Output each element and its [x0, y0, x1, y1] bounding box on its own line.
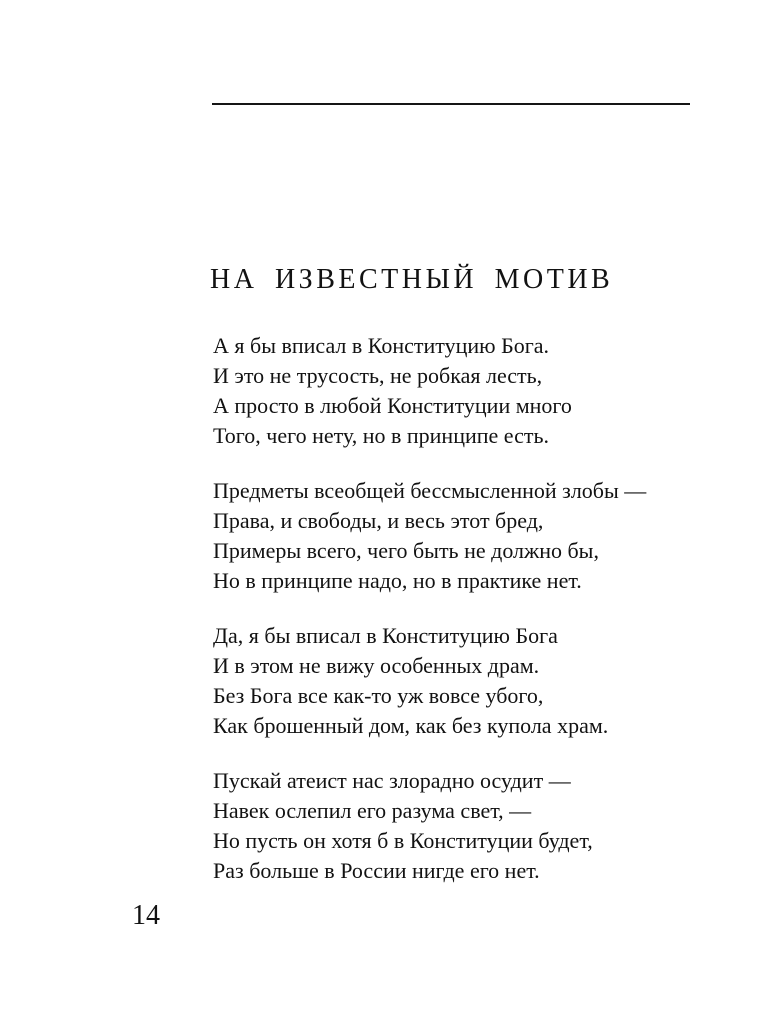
poem-line: Примеры всего, чего быть не должно бы, [213, 538, 599, 563]
poem-line: А я бы вписал в Конституцию Бога. [213, 333, 550, 358]
poem-line: Предметы всеобщей бессмысленной злобы — [213, 478, 647, 503]
poem-line: И это не трусость, не робкая лесть, [213, 363, 543, 388]
poem-line: Как брошенный дом, как без купола храм. [213, 713, 609, 738]
poem-line: И в этом не вижу особенных драм. [213, 653, 540, 678]
poem-body [213, 331, 646, 911]
poem-line: Но пусть он хотя б в Конституции будет, [213, 828, 593, 853]
page-number: 14 [132, 900, 160, 931]
poem-line: Навек ослепил его разума свет, — [213, 798, 532, 823]
stanza-3 [213, 621, 646, 741]
poem-line: Раз больше в России нигде его нет. [213, 858, 540, 883]
poem-line: Права, и свободы, и весь этот бред, [213, 508, 544, 533]
poem-line: А просто в любой Конституции много [213, 393, 572, 418]
poem-line: Но в принципе надо, но в практике нет. [213, 568, 582, 593]
stanza-1 [213, 331, 646, 451]
stanza-4 [213, 766, 646, 886]
poem-title: НА ИЗВЕСТНЫЙ МОТИВ [210, 264, 614, 295]
header-rule [212, 103, 690, 105]
poem-line: Пускай атеист нас злорадно осудит — [213, 768, 571, 793]
poem-line: Да, я бы вписал в Конституцию Бога [213, 623, 558, 648]
stanza-2 [213, 476, 646, 596]
poem-line: Того, чего нету, но в принципе есть. [213, 423, 550, 448]
poem-line: Без Бога все как-то уж вовсе убого, [213, 683, 544, 708]
